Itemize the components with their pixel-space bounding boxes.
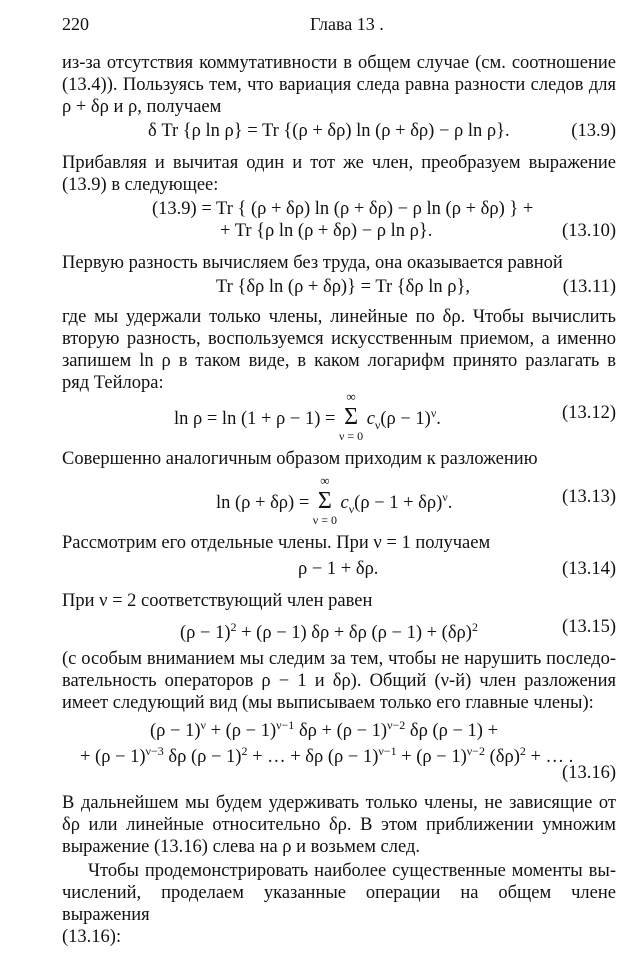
- equation-13-9: [62, 120, 616, 144]
- paragraph-10: [62, 860, 616, 948]
- exponent: ν−3: [145, 744, 164, 758]
- equation-number: (13.10): [562, 221, 616, 241]
- paragraph-1: [62, 52, 616, 118]
- equation-formula: [180, 616, 478, 644]
- term: δρ + (ρ − 1): [294, 721, 388, 742]
- term: (ρ − 1 + δρ): [354, 493, 443, 514]
- exponent: ν: [442, 490, 448, 504]
- chapter-title: Глава 13 .: [310, 14, 384, 34]
- equation-formula: Tr {δρ ln (ρ + δρ)} = Tr {δρ ln ρ},: [216, 277, 470, 297]
- exponent: 2: [241, 744, 248, 758]
- sum-upper-limit: ∞: [320, 473, 330, 489]
- equation-number: (13.16): [562, 763, 616, 783]
- text-line: выражение (13.16) слева на ρ и возьмем след.: [62, 837, 420, 857]
- equation-number: (13.9): [571, 121, 616, 141]
- equation-formula: ρ − 1 + δρ.: [298, 559, 379, 579]
- text-line: вательность операторов ρ − 1 и δρ). Общий (ν-й) член разложения: [62, 671, 616, 691]
- equation-formula: δ Tr {ρ ln ρ} = Tr {(ρ + δρ) ln (ρ + δρ) − ρ ln ρ}.: [148, 121, 510, 141]
- equation-number: (13.11): [562, 277, 616, 297]
- equation-13-15: [62, 616, 616, 644]
- equation-lhs: ln (ρ + δρ) =: [216, 493, 310, 514]
- term: (ρ − 1): [180, 623, 231, 644]
- page-number: 220: [62, 14, 89, 34]
- sum-lower-limit: ν = 0: [338, 429, 364, 444]
- paragraph-8: [62, 648, 616, 714]
- text-line: ρ + δρ и ρ, получаем: [62, 97, 222, 117]
- exponent: ν: [430, 406, 437, 420]
- paragraph-6: [62, 532, 616, 554]
- term: + (ρ − 1): [80, 747, 146, 768]
- term: δρ (ρ − 1): [163, 747, 242, 768]
- equation-13-16-number-line: [62, 762, 616, 786]
- equation-formula: + Tr {ρ ln (ρ + δρ) − ρ ln ρ}.: [220, 221, 433, 241]
- sum-symbol: Σ: [317, 488, 332, 515]
- text-line: В дальнейшем мы будем удерживать только члены, не зависящие от: [62, 793, 616, 813]
- term: + (ρ − 1) δρ + δρ (ρ − 1) + (δρ): [236, 623, 472, 644]
- equation-13-14: [62, 558, 616, 582]
- term: + … .: [525, 747, 574, 768]
- equation-number: (13.13): [562, 487, 616, 507]
- paragraph-2: [62, 152, 616, 196]
- equation-13-12: [62, 389, 616, 444]
- sum-symbol: Σ: [344, 404, 359, 431]
- text-line: Рассмотрим его отдельные члены. При ν = 1 получаем: [62, 533, 491, 553]
- term: (ρ − 1): [380, 409, 431, 430]
- coefficient-index: ν: [348, 501, 355, 516]
- page-header: [62, 14, 616, 38]
- paragraph-4: [62, 306, 616, 394]
- equation-number: (13.14): [562, 559, 616, 579]
- text-line: Совершенно аналогичным образом приходим к разложению: [62, 449, 538, 469]
- period: .: [447, 493, 453, 514]
- summation: [312, 473, 337, 528]
- exponent: ν−2: [466, 744, 485, 758]
- term: + (ρ − 1): [396, 747, 467, 768]
- equation-number: (13.12): [562, 403, 616, 423]
- text-line: При ν = 2 соответствующий член равен: [62, 591, 373, 611]
- text-line: (13.16):: [62, 927, 122, 947]
- equation-lhs: ln ρ = ln (1 + ρ − 1) =: [174, 409, 336, 430]
- equation-13-11: [62, 276, 616, 300]
- exponent: 2: [230, 620, 237, 634]
- text-line: из-за отсутствия коммутативности в общем случае (см. соотношение: [62, 53, 616, 73]
- equation-number: (13.15): [562, 617, 616, 637]
- equation-13-13: [62, 473, 616, 528]
- sum-lower-limit: ν = 0: [312, 513, 337, 528]
- equation-formula: [150, 714, 498, 742]
- equation-13-16-line2: [62, 740, 616, 768]
- text-line: (с особым вниманием мы следим за тем, чтобы не нарушить последо-: [62, 649, 616, 669]
- equation-13-10-line2: [62, 220, 616, 244]
- text-line: запишем ln ρ в таком виде, в каком логарифм принято разлагать в: [62, 351, 616, 371]
- text-line: Прибавляя и вычитая один и тот же член, преобразуем выражение: [62, 153, 616, 173]
- text-line: вторую разность, воспользуемся искусственным приемом, а именно: [62, 329, 616, 349]
- equation-formula: [216, 473, 453, 528]
- exponent: 2: [519, 744, 526, 758]
- exponent: ν−2: [387, 718, 406, 732]
- text-line: (13.9) в следующее:: [62, 175, 219, 195]
- exponent: ν−1: [378, 744, 397, 758]
- equation-13-16-line1: [62, 714, 616, 742]
- text-line: имеет следующий вид (мы выписываем только его главные члены):: [62, 693, 594, 713]
- coefficient: c: [366, 409, 375, 430]
- text-line: где мы удержали только члены, линейные по δρ. Чтобы вычислить: [62, 307, 616, 327]
- paragraph-3: [62, 252, 616, 274]
- exponent: ν: [200, 718, 206, 732]
- term: + … + δρ (ρ − 1): [247, 747, 379, 768]
- coefficient-index: ν: [374, 417, 381, 432]
- text-line: ряд Тейлора:: [62, 373, 164, 393]
- paragraph-5: [62, 448, 616, 470]
- term: + (ρ − 1): [205, 721, 277, 742]
- equation-formula: (13.9) = Tr { (ρ + δρ) ln (ρ + δρ) − ρ ln (ρ + δρ) } +: [152, 199, 534, 219]
- coefficient: c: [340, 493, 349, 514]
- equation-13-10-line1: [62, 198, 616, 222]
- period: .: [436, 409, 441, 430]
- paragraph-7: [62, 590, 616, 612]
- text-line: Первую разность вычисляем без труда, она оказывается равной: [62, 253, 563, 273]
- text-line: δρ или линейные относительно δρ. В этом приближении умножим: [62, 815, 616, 835]
- sum-upper-limit: ∞: [346, 389, 356, 405]
- summation: [338, 389, 364, 444]
- exponent: ν−1: [276, 718, 295, 732]
- text-line: Чтобы продемонстрировать наиболее существенные моменты вы-: [88, 861, 616, 881]
- exponent: 2: [471, 620, 478, 634]
- term: (δρ): [484, 747, 520, 768]
- equation-formula: [174, 389, 441, 444]
- term: (ρ − 1): [150, 721, 201, 742]
- text-line: (13.4)). Пользуясь тем, что вариация следа равна разности следов для: [62, 75, 616, 95]
- term: δρ (ρ − 1) +: [405, 721, 499, 742]
- paragraph-9: [62, 792, 616, 858]
- text-line: числений, проделаем указанные операции на общем члене выражения: [62, 883, 616, 925]
